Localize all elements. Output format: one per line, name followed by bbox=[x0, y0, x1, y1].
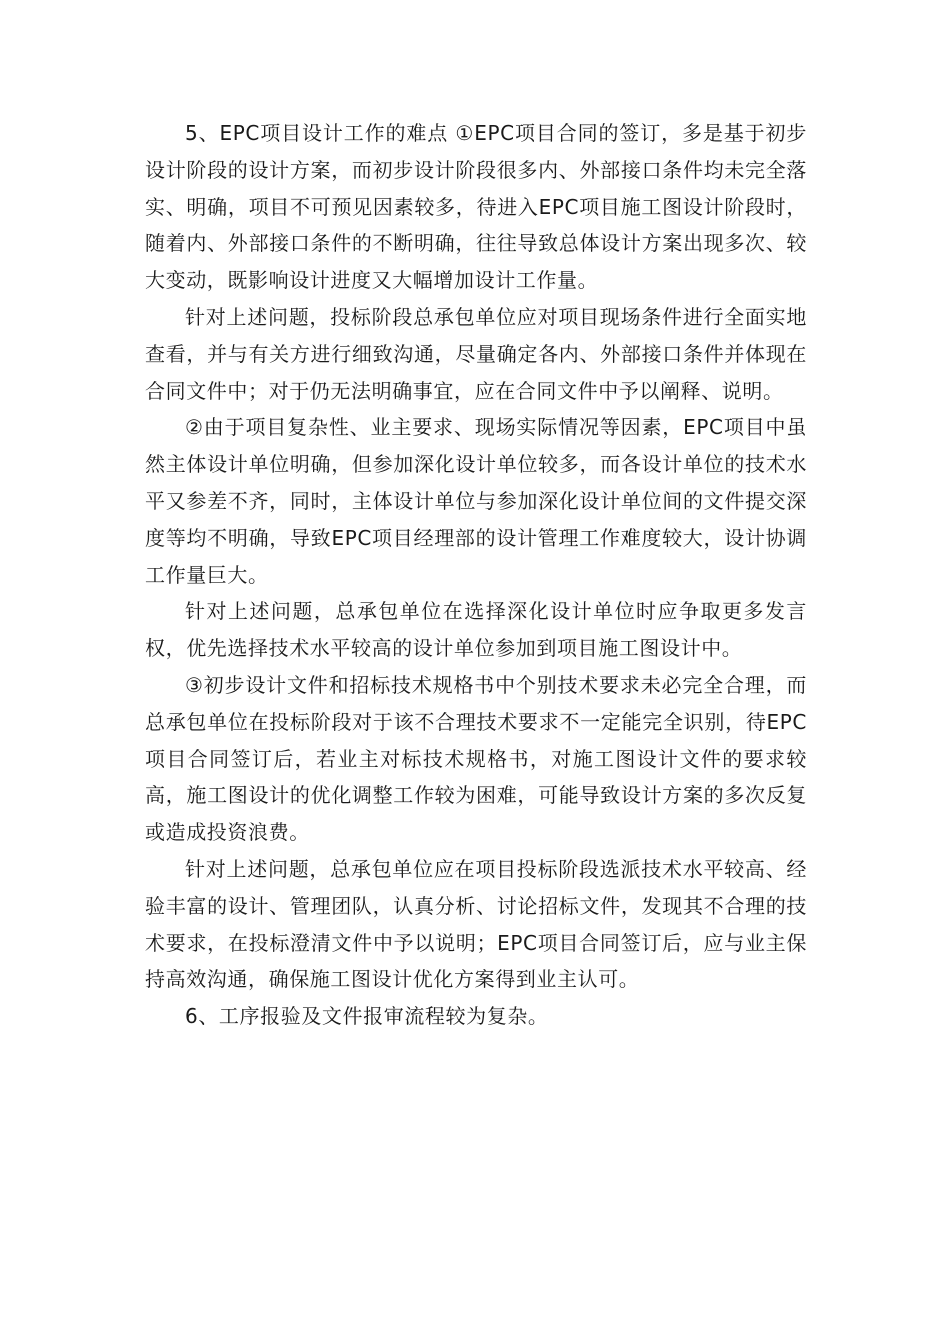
paragraph-epc-design-difficulty-1: 5、EPC项目设计工作的难点 ①EPC项目合同的签订，多是基于初步设计阶段的设计方案，而初步设计阶段很多内、外部接口条件均未完全落实、明确，项目不可预见因素较多，待进入EPC项目施工图设计阶段时，随着内、外部接口条件的不断明确，往往导致总体设计方案出现多次、较大变动，既影响设计进度又大幅增加设计工作量。 bbox=[145, 121, 807, 293]
paragraph-epc-design-difficulty-2: ②由于项目复杂性、业主要求、现场实际情况等因素，EPC项目中虽然主体设计单位明确，但参加深化设计单位较多，而各设计单位的技术水平又参差不齐，同时，主体设计单位与参加深化设计单位间的文件提交深度等均不明确，导致EPC项目经理部的设计管理工作难度较大，设计协调工作量巨大。 bbox=[145, 415, 807, 587]
document-body bbox=[145, 115, 807, 1035]
paragraph-countermeasure-2: 针对上述问题，总承包单位在选择深化设计单位时应争取更多发言权，优先选择技术水平较高的设计单位参加到项目施工图设计中。 bbox=[145, 599, 807, 661]
paragraph-countermeasure-3: 针对上述问题，总承包单位应在项目投标阶段选派技术水平较高、经验丰富的设计、管理团队，认真分析、讨论招标文件，发现其不合理的技术要求，在投标澄清文件中予以说明；EPC项目合同签订后，应与业主保持高效沟通，确保施工图设计优化方案得到业主认可。 bbox=[145, 856, 807, 992]
paragraph-epc-design-difficulty-3: ③初步设计文件和招标技术规格书中个别技术要求未必完全合理，而总承包单位在投标阶段对于该不合理技术要求不一定能完全识别，待EPC项目合同签订后，若业主对标技术规格书，对施工图设计文件的要求较高，施工图设计的优化调整工作较为困难，可能导致设计方案的多次反复或造成投资浪费。 bbox=[145, 672, 807, 845]
paragraph-countermeasure-1: 针对上述问题，投标阶段总承包单位应对项目现场条件进行全面实地查看，并与有关方进行细致沟通，尽量确定各内、外部接口条件并体现在合同文件中；对于仍无法明确事宜，应在合同文件中予以阐释、说明。 bbox=[145, 304, 807, 403]
paragraph-section-6-heading: 6、工序报验及文件报审流程较为复杂。 bbox=[185, 1004, 549, 1029]
